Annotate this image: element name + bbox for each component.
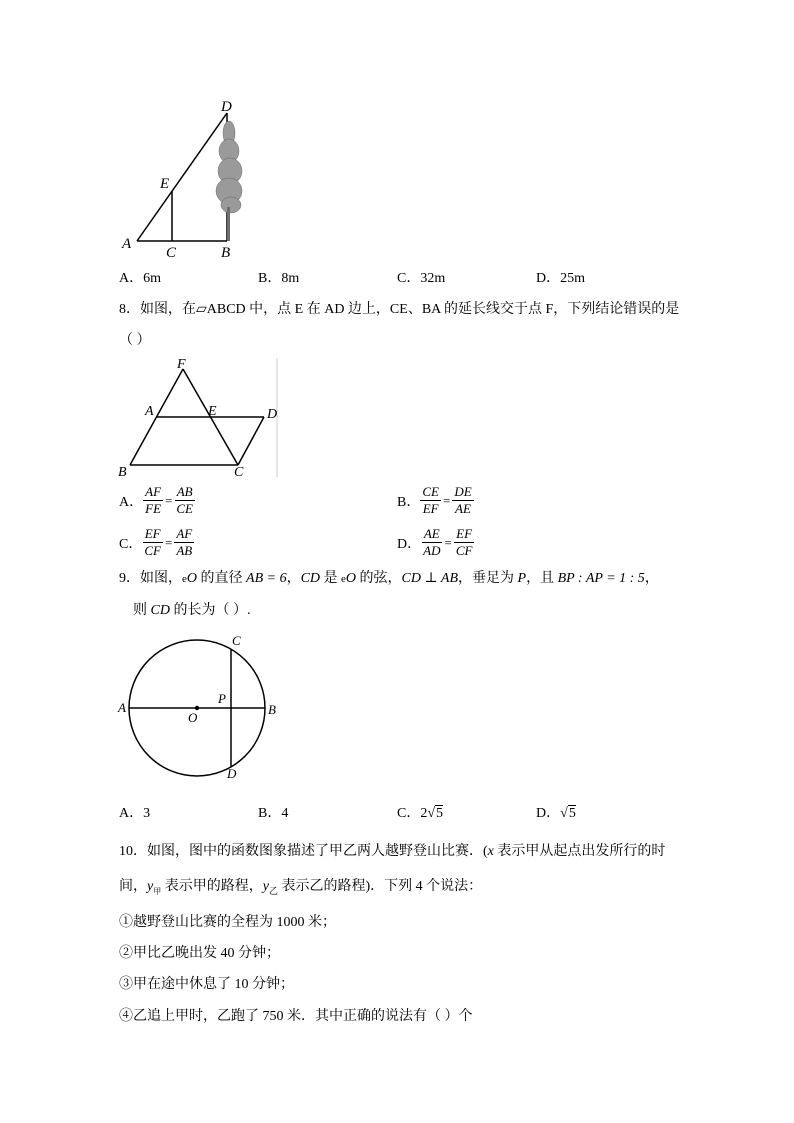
sqrt-sign: √ — [560, 806, 568, 821]
q8-label-D: D — [267, 407, 278, 422]
q8-option-b: B． $\frac{CE}{EF}$ = $\frac{DE}{AE}$ — [397, 484, 472, 516]
q10-statement-2: ②甲比乙晚出发 40 分钟； — [119, 946, 280, 961]
sqrt-sign: √ — [427, 806, 436, 821]
q9-label-B: B — [268, 702, 276, 717]
q10-statement-1: ①越野登山比赛的全程为 1000 米； — [119, 915, 336, 930]
q7-label-A: A — [122, 236, 132, 252]
q9-option-c: C．2√5 — [397, 806, 444, 821]
q9-label-P: P — [218, 691, 226, 706]
q7-option-b: B．8m — [258, 271, 300, 286]
q10-statement-3: ③甲在途中休息了 10 分钟； — [119, 977, 294, 992]
q9-label-O: O — [188, 710, 198, 725]
tree-icon — [216, 121, 242, 241]
q9-question-line2: 则 CD 的长为（ ）. — [133, 603, 251, 618]
q7-option-a: A．6m — [119, 271, 162, 286]
q7-label-B: B — [221, 245, 231, 261]
q10-question-line2: 间，$y_甲$ 表示甲的路程，$y_乙$ 表示乙的路程)．下列 4 个说法： — [119, 879, 483, 896]
q9-option-a: A．3 — [119, 806, 151, 821]
q8-label-E: E — [208, 404, 217, 419]
q8-label-A: A — [145, 404, 154, 419]
q10-statement-4: ④乙追上甲时，乙跑了 750 米．其中正确的说法有（ ）个 — [119, 1009, 473, 1024]
q7-figure — [115, 95, 275, 265]
q7-option-d: D．25m — [536, 271, 586, 286]
q9-label-A: A — [118, 700, 126, 715]
q8-line-DC — [238, 417, 264, 465]
q7-label-C: C — [166, 245, 177, 261]
q7-option-c: C．32m — [397, 271, 446, 286]
q8-option-a: A． $\frac{AF}{FE}$ = $\frac{AB}{CE}$ — [119, 484, 193, 516]
q9-question-line1: 9．如图，eO 的直径 AB = 6，CD 是 eO 的弦，CD ⊥ AB，垂足为 P，且 BP : AP = 1 : 5， — [119, 571, 659, 586]
q9-figure — [113, 628, 288, 783]
q8-label-C: C — [234, 465, 244, 480]
q8-question-line2: （ ） — [119, 333, 151, 348]
q9-option-b: B．4 — [258, 806, 289, 821]
q9-label-D: D — [227, 766, 237, 781]
q10-question-line1: 10．如图，图中的函数图象描述了甲乙两人越野登山比赛．(x 表示甲从起点出发所行的时 — [119, 844, 666, 859]
q9-label-C: C — [232, 633, 241, 648]
q7-label-D: D — [221, 99, 232, 115]
q8-label-B: B — [118, 465, 127, 480]
q8-option-d: D． $\frac{AE}{AD}$ = $\frac{EF}{CF}$ — [397, 526, 473, 558]
q8-option-c: C． $\frac{EF}{CF}$ = $\frac{AF}{AB}$ — [119, 526, 193, 558]
q8-question-line1: 8．如图，在▱ABCD 中，点 E 在 AD 边上，CE、BA 的延长线交于点 F，下列结论错误的是 — [119, 302, 680, 317]
q8-label-F: F — [177, 357, 186, 372]
q7-triangle — [137, 113, 227, 241]
q9-option-d: D．√5 — [536, 806, 576, 821]
q7-label-E: E — [160, 176, 170, 192]
q8-figure — [113, 355, 283, 480]
